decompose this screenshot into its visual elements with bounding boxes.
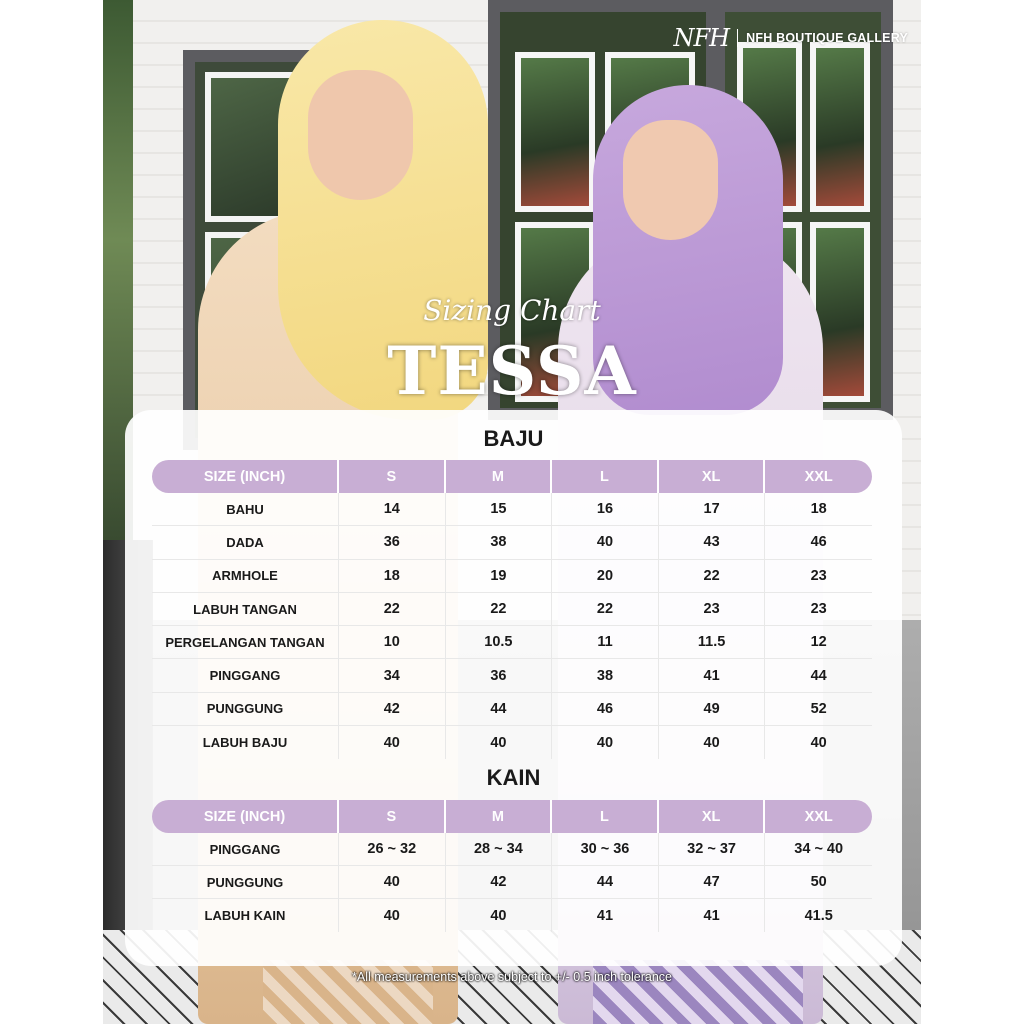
measurement-cell: 44 bbox=[552, 866, 659, 899]
measurement-cell: 36 bbox=[339, 526, 446, 559]
measurement-cell: 46 bbox=[765, 526, 872, 559]
table-row bbox=[152, 659, 872, 692]
measurement-cell: 49 bbox=[659, 693, 766, 726]
measurement-cell: 14 bbox=[339, 493, 446, 526]
measurement-cell: 44 bbox=[765, 659, 872, 692]
header-size-label: SIZE (INCH) bbox=[152, 460, 339, 493]
table-row bbox=[152, 560, 872, 593]
measurement-cell: 15 bbox=[446, 493, 553, 526]
measurement-cell: 40 bbox=[659, 726, 766, 759]
measurement-cell: 41 bbox=[659, 659, 766, 692]
measurement-cell: 52 bbox=[765, 693, 872, 726]
measurement-cell: 32 ~ 37 bbox=[659, 833, 766, 866]
kain-table bbox=[152, 800, 872, 932]
measurement-cell: 36 bbox=[446, 659, 553, 692]
header-size-m: M bbox=[446, 800, 553, 833]
measurement-cell: 18 bbox=[765, 493, 872, 526]
measurement-cell: 44 bbox=[446, 693, 553, 726]
table-row bbox=[152, 493, 872, 526]
row-label: LABUH TANGAN bbox=[152, 593, 339, 626]
measurement-cell: 40 bbox=[552, 526, 659, 559]
row-label: ARMHOLE bbox=[152, 560, 339, 593]
measurement-cell: 46 bbox=[552, 693, 659, 726]
kain-header-row bbox=[152, 800, 872, 833]
measurement-cell: 34 ~ 40 bbox=[765, 833, 872, 866]
measurement-cell: 23 bbox=[765, 560, 872, 593]
header-size-l: L bbox=[552, 800, 659, 833]
tolerance-footnote: *All measurements above subject to +/- 0.5 inch tolerance bbox=[352, 970, 672, 984]
header-size-xxl: XXL bbox=[765, 800, 872, 833]
measurement-cell: 20 bbox=[552, 560, 659, 593]
table-row bbox=[152, 833, 872, 866]
baju-heading: BAJU bbox=[483, 426, 544, 451]
measurement-cell: 41.5 bbox=[804, 907, 833, 924]
measurement-cell: 43 bbox=[659, 526, 766, 559]
header-size-s: S bbox=[339, 460, 446, 493]
header-size-xl: XL bbox=[659, 800, 766, 833]
model-left-face bbox=[308, 70, 413, 200]
header-size-label: SIZE (INCH) bbox=[152, 800, 339, 833]
product-title: TESSA bbox=[387, 332, 637, 410]
measurement-cell: 42 bbox=[339, 693, 446, 726]
measurement-cell: 50 bbox=[765, 866, 872, 899]
measurement-cell: 41 bbox=[659, 899, 766, 932]
measurement-cell: 22 bbox=[552, 593, 659, 626]
measurement-cell: 16 bbox=[552, 493, 659, 526]
measurement-cell: 23 bbox=[765, 593, 872, 626]
table-row bbox=[152, 726, 872, 759]
measurement-cell: 17 bbox=[659, 493, 766, 526]
measurement-cell: 42 bbox=[446, 866, 553, 899]
row-label: PINGGANG bbox=[152, 833, 339, 866]
table-row bbox=[152, 593, 872, 626]
header-size-s: S bbox=[339, 800, 446, 833]
measurement-cell: 18 bbox=[339, 560, 446, 593]
measurement-cell: 10.5 bbox=[446, 626, 553, 659]
measurement-cell: 40 bbox=[339, 899, 446, 932]
measurement-cell: 40 bbox=[339, 866, 446, 899]
header-size-xxl: XXL bbox=[765, 460, 872, 493]
measurement-cell: 38 bbox=[446, 526, 553, 559]
row-label: PUNGGUNG bbox=[152, 866, 339, 899]
measurement-cell: 38 bbox=[552, 659, 659, 692]
header-size-m: M bbox=[446, 460, 553, 493]
brand-header bbox=[674, 24, 908, 52]
measurement-cell: 22 bbox=[339, 593, 446, 626]
row-label: LABUH KAIN bbox=[152, 899, 339, 932]
measurement-cell: 26 ~ 32 bbox=[339, 833, 446, 866]
measurement-cell: 47 bbox=[659, 866, 766, 899]
measurement-cell: 10 bbox=[339, 626, 446, 659]
measurement-cell: 12 bbox=[765, 626, 872, 659]
table-row bbox=[152, 693, 872, 726]
header-size-xl: XL bbox=[659, 460, 766, 493]
baju-table bbox=[152, 460, 872, 759]
brand-divider bbox=[737, 29, 738, 47]
measurement-cell: 11 bbox=[552, 626, 659, 659]
measurement-cell: 41 bbox=[552, 899, 659, 932]
table-row bbox=[152, 526, 872, 559]
measurement-cell: 22 bbox=[446, 593, 553, 626]
header-size-l: L bbox=[552, 460, 659, 493]
row-label: PINGGANG bbox=[152, 659, 339, 692]
table-row bbox=[152, 899, 872, 932]
model-right-face bbox=[623, 120, 718, 240]
row-label: PUNGGUNG bbox=[152, 693, 339, 726]
baju-header-row bbox=[152, 460, 872, 493]
measurement-cell: 40 bbox=[339, 726, 446, 759]
measurement-cell: 23 bbox=[659, 593, 766, 626]
kain-heading: KAIN bbox=[486, 765, 541, 790]
row-label: BAHU bbox=[152, 493, 339, 526]
measurement-cell: 30 ~ 36 bbox=[552, 833, 659, 866]
chart-subtitle: Sizing Chart bbox=[423, 294, 601, 327]
measurement-cell: 19 bbox=[446, 560, 553, 593]
measurement-cell: 11.5 bbox=[659, 626, 766, 659]
measurement-cell: 40 bbox=[810, 734, 827, 751]
row-label: DADA bbox=[152, 526, 339, 559]
table-row bbox=[152, 866, 872, 899]
measurement-cell: 40 bbox=[446, 726, 553, 759]
brand-name: NFH BOUTIQUE GALLERY bbox=[746, 31, 908, 45]
measurement-cell: 40 bbox=[446, 899, 553, 932]
row-label: LABUH BAJU bbox=[152, 726, 339, 759]
row-label: PERGELANGAN TANGAN bbox=[152, 626, 339, 659]
measurement-cell: 22 bbox=[659, 560, 766, 593]
table-row bbox=[152, 626, 872, 659]
measurement-cell: 34 bbox=[339, 659, 446, 692]
measurement-cell: 40 bbox=[552, 726, 659, 759]
brand-logo: NFH bbox=[673, 24, 730, 52]
sizing-card bbox=[125, 410, 902, 966]
measurement-cell: 28 ~ 34 bbox=[446, 833, 553, 866]
